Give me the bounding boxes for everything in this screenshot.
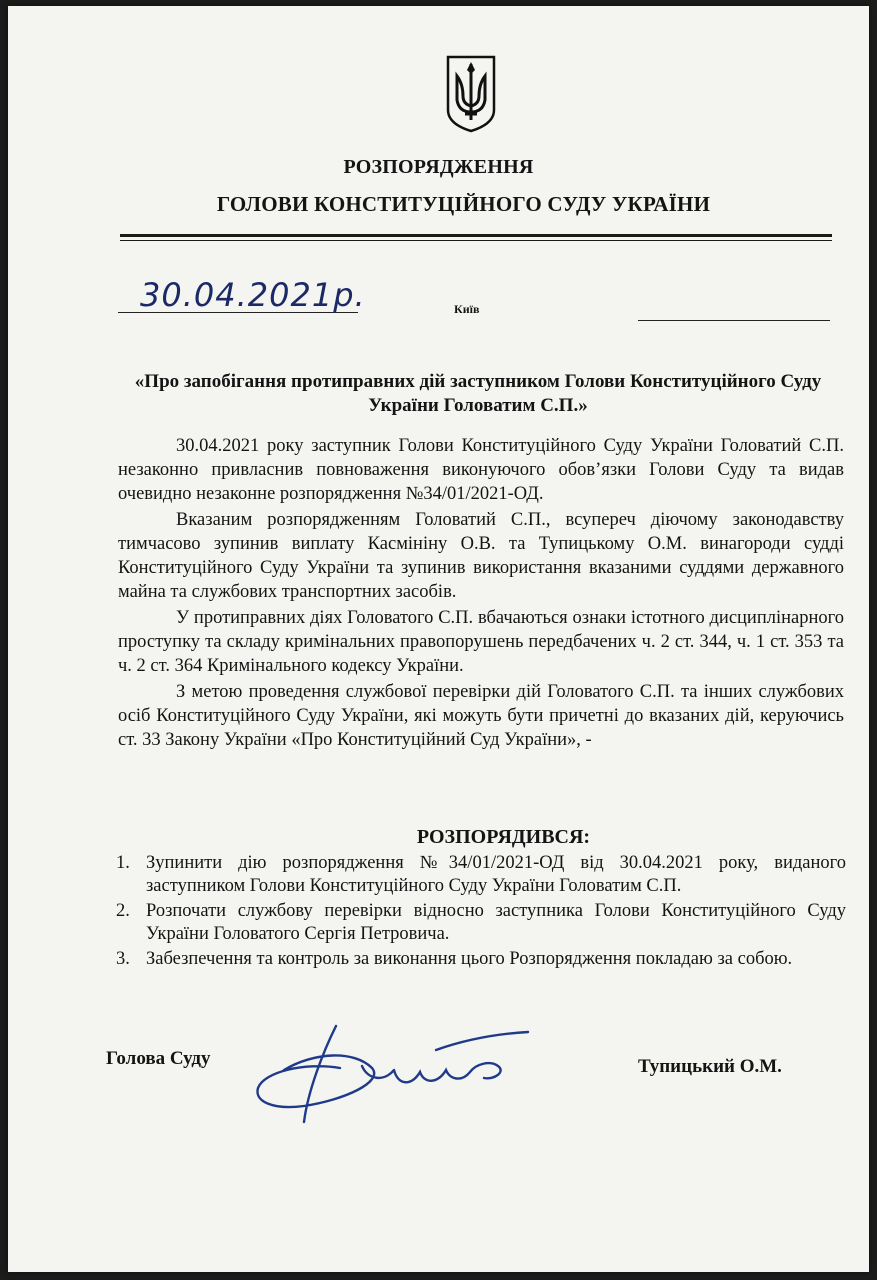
list-item-number: 3. [116, 949, 130, 969]
document-subtitle: ГОЛОВИ КОНСТИТУЦІЙНОГО СУДУ УКРАЇНИ [216, 192, 711, 216]
document-body [118, 434, 844, 752]
paragraph: Вказаним розпорядженням Головатий С.П., всупереч діючому законодавству тимчасово зупинив виплату Касмініну О.В. та Тупицькому О.М. винагороди судді Конституційного Суду України та зупинив використання вказаними суддями державного майна та службових транспортних засобів. [118, 510, 844, 602]
header-rule-thick [120, 234, 832, 237]
city: Київ [454, 302, 480, 316]
paragraph: 30.04.2021 року заступник Голови Конституційного Суду України Головатий С.П. незаконно привласнив повноваження виконуючого обов’язки Голови Суду та видав очевидно незаконне розпорядження №34/01/2021-ОД. [118, 436, 844, 504]
signatory-name: Тупицький О.М. [638, 1056, 782, 1077]
document-page [8, 6, 869, 1272]
document-title: РОЗПОРЯДЖЕННЯ [343, 156, 534, 178]
list-item [116, 948, 846, 971]
header-rule-thin [120, 240, 832, 241]
paragraph: З метою проведення службової перевірки дій Головатого С.П. та інших службових осіб Конституційного Суду України, які можуть бути причетні до вказаних дій, керуючись ст. 33 Закону України «Про Конституційний Суд України», - [118, 682, 844, 750]
resolution-list [116, 852, 846, 973]
list-item-text: Зупинити дію розпорядження №34/01/2021-ОД від 30.04.2021 року, виданого заступником Голови Конституційного Суду України Головатим С.П. [146, 853, 846, 896]
handwritten-date: 30.04.2021р. [140, 276, 366, 314]
list-item [116, 900, 846, 946]
list-item-number: 1. [116, 853, 130, 873]
resolution-heading: РОЗПОРЯДИВСЯ: [416, 826, 591, 848]
handwritten-signature [244, 1010, 544, 1150]
list-item-text: Розпочати службову перевірки відносно заступника Голови Конституційного Суду України Головатого Сергія Петровича. [146, 901, 846, 944]
paragraph: У протиправних діях Головатого С.П. вбачаються ознаки істотного дисциплінарного проступку та складу кримінальних правопорушень передбачених ч. 2 ст. 344, ч. 1 ст. 353 та ч. 2 ст. 364 Кримінального кодексу України. [118, 608, 844, 676]
list-item [116, 852, 846, 898]
signatory-position: Голова Суду [106, 1048, 211, 1069]
document-subject: «Про запобігання протиправних дій заступником Голови Конституційного Суду України Головатим С.П.» [134, 371, 822, 416]
coat-of-arms-icon [445, 54, 497, 134]
list-item-number: 2. [116, 901, 130, 921]
list-item-text: Забезпечення та контроль за виконання цього Розпорядження покладаю за собою. [146, 949, 793, 969]
number-underline [638, 320, 830, 321]
